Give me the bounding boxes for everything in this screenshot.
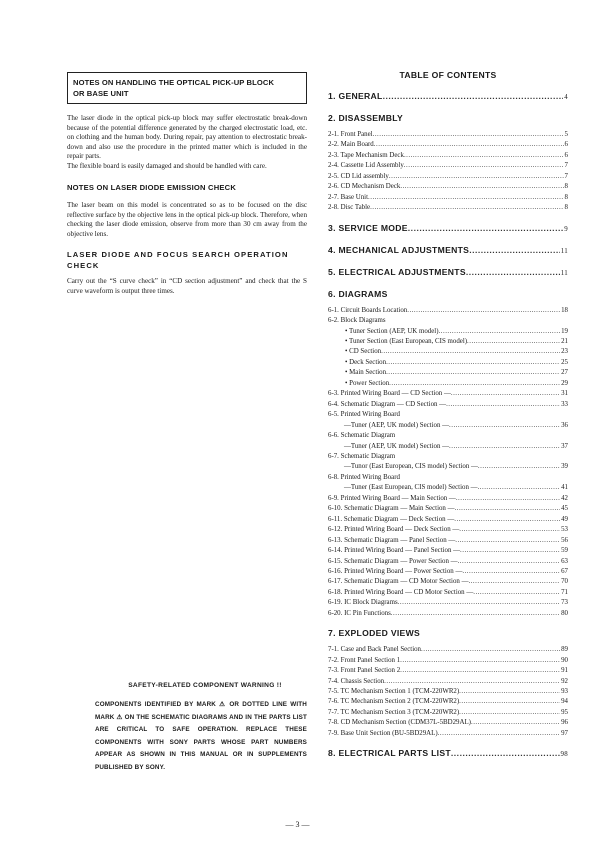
toc-entry-page: 5: [564, 131, 568, 138]
toc-entry-text: 6-18. Printed Wiring Board — CD Motor Section —: [328, 588, 474, 596]
safety-warning-body: COMPONENTS IDENTIFIED BY MARK ⚠ OR DOTTED LINE WITH MARK ⚠ ON THE SCHEMATIC DIAGRAMS AND IN THE PARTS LIST ARE CRITICAL TO SAFE OPERATION. REPLACE THESE COMPONENTS WITH SONY PARTS WHOSE PART NUMBERS APPEAR AS SHOWN IN THIS MANUAL OR IN SUPPLEMENTS PUBLISHED BY SONY.: [95, 701, 307, 771]
toc-entry-page: 73: [561, 599, 568, 607]
toc-entry-text: 2-5. CD Lid assembly: [328, 172, 389, 180]
toc-entry: [328, 462, 568, 472]
toc-entry: 6-7. Schematic Diagram: [328, 452, 396, 460]
toc-entry-text: 2-8. Disc Table: [328, 204, 371, 212]
handling-notes-title-line2: OR BASE UNIT: [73, 89, 129, 98]
toc-entry-leader: [400, 666, 560, 676]
handling-paragraph-2: The flexible board is easily damaged and should be handled with care.: [67, 161, 267, 170]
toc-entry: [328, 515, 568, 525]
toc-entry-leader: [449, 421, 560, 431]
toc-entry-text: 2-6. CD Mechanism Deck: [328, 183, 401, 191]
toc-entry: [328, 666, 568, 676]
toc-entry: [328, 358, 568, 368]
toc-entry-page: 67: [561, 567, 568, 575]
toc-entry-text: —Tuner (East European, CIS model) Section —: [344, 484, 478, 492]
toc-entry-leader: [462, 567, 560, 577]
toc-entry-text: 6-12. Printed Wiring Board — Deck Section —: [328, 526, 460, 534]
toc-entry-page: 19: [561, 327, 568, 335]
toc-entry-text: 6-20. IC Pin Functions: [328, 609, 391, 617]
toc-entry-leader: [421, 645, 560, 655]
toc-entry-leader: [446, 400, 560, 410]
toc-section-heading-page: 11: [560, 247, 568, 255]
toc-entry-page: 92: [561, 677, 568, 685]
handling-paragraph-1: The laser diode in the optical pick-up block may suffer electrostatic break-down because of the potential difference generated by the charged electrostatic load, etc. on clothing and the human body. During repair, pay attention to electrostatic break-down and also use the procedure in the printed matter which is included in the repair parts.: [67, 114, 307, 160]
handling-notes-box: [67, 72, 307, 104]
toc-entry-leader: [455, 536, 560, 546]
toc-entry-page: 41: [561, 484, 568, 492]
toc-entry-leader: [384, 677, 560, 687]
toc-entry: [328, 687, 568, 697]
toc-entry-page: 7: [564, 162, 568, 170]
toc-section-heading-leader: [466, 266, 560, 279]
toc-section-heading: 7. EXPLODED VIEWS: [328, 628, 421, 639]
toc-entry-page: 49: [561, 515, 568, 523]
toc-entry-leader: [381, 347, 560, 357]
toc-entry: [328, 140, 568, 150]
toc-entry-text: 6-13. Schematic Diagram — Panel Section —: [328, 536, 456, 544]
toc-entry-text: 2-7. Base Unit: [328, 193, 368, 201]
toc-entry-text: • Main Section: [345, 369, 387, 377]
toc-entry-text: • CD Section: [345, 348, 382, 356]
toc-entry-text: 6-14. Printed Wiring Board — Panel Section —: [328, 547, 461, 555]
toc-section-heading-page: 9: [564, 225, 568, 233]
toc-entry-page: 96: [561, 719, 568, 727]
toc-gap: [328, 258, 568, 266]
toc-section-heading: [328, 90, 568, 104]
toc-entry: [328, 718, 568, 728]
toc-entry-leader: [438, 729, 560, 739]
toc-section-heading: [328, 747, 568, 761]
toc-entry: [328, 347, 568, 357]
toc-entry-leader: [404, 151, 564, 161]
toc-entry-text: 7-6. TC Mechanism Section 2 (TCM-220WR2): [328, 698, 460, 706]
toc-gap: [328, 739, 568, 747]
toc-entry-text: —Tuner (AEP, UK model) Section —: [344, 421, 450, 429]
toc-section-heading-text: 5. ELECTRICAL ADJUSTMENTS: [328, 266, 466, 277]
toc-section-heading-page: 98: [560, 751, 568, 759]
toc-entry-page: 91: [561, 667, 568, 675]
toc-entry-leader: [451, 389, 560, 399]
handling-notes-title-line1: NOTES ON HANDLING THE OPTICAL PICK-UP BLOCK: [73, 78, 275, 87]
focus-search-heading: [67, 249, 307, 271]
toc-entry-page: 63: [561, 557, 568, 565]
toc-entry-page: 90: [561, 656, 568, 664]
toc-entry-leader: [386, 368, 560, 378]
page-number: — 3 —: [285, 820, 310, 829]
toc-entry-page: 6: [564, 151, 568, 159]
toc-entry: [328, 729, 568, 739]
toc-entry-leader: [374, 140, 564, 150]
toc-entry-page: 6: [564, 141, 568, 149]
toc-entry-text: 2-4. Cassette Lid Assembly: [328, 162, 404, 170]
toc-body: [328, 90, 568, 761]
toc-entry: 6-8. Printed Wiring Board: [328, 473, 400, 481]
toc-entry-text: 2-3. Tape Mechanism Deck: [328, 151, 404, 159]
toc-entry-leader: [449, 442, 560, 452]
toc-entry-text: • Power Section: [345, 379, 390, 387]
toc-entry-text: 6-4. Schematic Diagram — CD Section —: [328, 400, 447, 408]
toc-entry-leader: [373, 130, 564, 140]
toc-entry: [328, 182, 568, 192]
toc-entry-page: 25: [561, 358, 568, 366]
toc-entry: [328, 379, 568, 389]
toc-entry: [328, 483, 568, 493]
toc-entry: [328, 546, 568, 556]
toc-entry-leader: [454, 515, 560, 525]
toc-entry-page: 45: [561, 505, 568, 513]
toc-entry-leader: [398, 598, 560, 608]
safety-warning-title: SAFETY-RELATED COMPONENT WARNING !!: [128, 682, 282, 689]
toc-section-heading-leader: [383, 90, 564, 103]
toc-section-heading-page: 4: [564, 94, 568, 101]
toc-entry: [328, 368, 568, 378]
toc-entry-page: 8: [564, 183, 568, 191]
toc-section-heading: [328, 222, 568, 236]
toc-entry: 6-6. Schematic Diagram: [328, 432, 396, 440]
toc-entry-leader: [458, 557, 561, 567]
toc-entry-text: 2-1. Front Panel: [328, 131, 373, 138]
toc-entry-text: • Deck Section: [345, 358, 387, 366]
toc-entry: [328, 327, 568, 337]
toc-entry-text: 7-4. Chassis Section: [328, 677, 385, 685]
toc-entry-text: 6-11. Schematic Diagram — Deck Section —: [328, 515, 455, 523]
toc-entry: [328, 442, 568, 452]
toc-entry-page: 7: [564, 172, 568, 180]
emission-check-paragraph: The laser beam on this model is concentrated so as to be focused on the disc reflective surface by the objective lens in the optical pick-up block. Therefore, when checking the laser diode emission, observe from more than 30 cm away from the objective lens.: [67, 201, 307, 238]
toc-entry-text: • Tuner Section (AEP, UK model): [345, 327, 439, 335]
toc-entry-page: 59: [561, 547, 568, 555]
toc-entry-leader: [473, 588, 560, 598]
toc-entry: [328, 130, 568, 140]
toc-entry-leader: [391, 609, 560, 619]
toc-entry-leader: [456, 494, 560, 504]
toc-entry-leader: [478, 483, 561, 493]
toc-entry-leader: [400, 656, 560, 666]
toc-section-heading-text: 4. MECHANICAL ADJUSTMENTS: [328, 244, 470, 255]
toc-entry: 6-5. Printed Wiring Board: [328, 411, 400, 419]
toc-entry: [328, 645, 568, 655]
toc-entry-page: 36: [561, 421, 568, 429]
toc-entry: [328, 203, 568, 213]
toc-entry-text: • Tuner Section (East European, CIS model): [345, 337, 468, 345]
toc-entry: [328, 656, 568, 666]
toc-gap: [328, 280, 568, 288]
toc-entry-leader: [459, 525, 560, 535]
toc-entry-page: 71: [561, 588, 568, 596]
toc-entry-leader: [468, 577, 560, 587]
toc-entry-leader: [460, 546, 560, 556]
toc-entry-page: 33: [561, 400, 568, 408]
toc-gap: [328, 104, 568, 112]
toc-entry: [328, 577, 568, 587]
toc-entry-text: 7-7. TC Mechanism Section 3 (TCM-220WR2): [328, 708, 460, 716]
toc-entry-leader: [459, 697, 560, 707]
toc-entry-page: 37: [561, 442, 568, 450]
toc-entry-text: 7-9. Base Unit Section (BU-5BD29AL): [328, 729, 438, 737]
toc-entry: [328, 389, 568, 399]
toc-section-heading-page: 11: [560, 269, 568, 277]
toc-entry-leader: [404, 161, 564, 171]
toc-entry-page: 8: [564, 193, 568, 201]
toc-entry: [328, 557, 568, 567]
toc-entry-text: 6-3. Printed Wiring Board — CD Section —: [328, 390, 451, 398]
toc-entry: [328, 609, 568, 619]
toc-entry-leader: [471, 718, 560, 728]
toc-entry-page: 97: [561, 729, 568, 737]
toc-entry-leader: [439, 327, 561, 337]
toc-entry-page: 27: [561, 369, 568, 377]
toc-entry-page: 94: [561, 698, 568, 706]
toc-entry-text: 2-2. Main Board: [328, 141, 374, 149]
focus-search-paragraph: Carry out the “S curve check” in “CD section adjustment” and check that the S curve waveform is output three times.: [67, 277, 307, 295]
toc-entry: [328, 494, 568, 504]
toc-entry-page: 21: [561, 337, 568, 345]
toc-entry-page: 23: [561, 348, 568, 356]
toc-entry-leader: [459, 708, 560, 718]
toc-entry-text: 6-15. Schematic Diagram — Power Section —: [328, 557, 458, 565]
toc-entry-text: 6-16. Printed Wiring Board — Power Section —: [328, 567, 463, 575]
toc-entry: [328, 536, 568, 546]
left-column: [67, 72, 307, 296]
toc-section-heading: 2. DISASSEMBLY: [328, 113, 404, 123]
focus-search-heading-line1: LASER DIODE AND FOCUS SEARCH OPERATION: [67, 250, 289, 259]
toc-entry-text: 6-9. Printed Wiring Board — Main Section —: [328, 494, 456, 502]
toc-entry: 6-2. Block Diagrams: [328, 317, 386, 325]
toc-entry: [328, 598, 568, 608]
toc-entry-text: 7-8. CD Mechanism Section (CDM37L-5BD29AL): [328, 719, 471, 727]
toc-entry-leader: [370, 203, 563, 213]
toc-entry: [328, 337, 568, 347]
toc-section-heading-leader: [451, 747, 560, 760]
toc-entry-leader: [386, 358, 560, 368]
toc-entry-text: 6-17. Schematic Diagram — CD Motor Section —: [328, 578, 469, 586]
toc-entry: [328, 525, 568, 535]
toc-entry-page: 95: [561, 708, 568, 716]
toc-entry-text: 6-19. IC Block Diagrams: [328, 599, 398, 607]
toc-entry-leader: [400, 182, 563, 192]
emission-check-heading: NOTES ON LASER DIODE EMISSION CHECK: [67, 183, 237, 192]
toc-entry-leader: [478, 462, 560, 472]
toc-gap: [328, 214, 568, 222]
toc-entry-leader: [368, 193, 564, 203]
toc-entry-page: 70: [561, 578, 568, 586]
toc-entry-page: 31: [561, 390, 568, 398]
toc-entry: [328, 172, 568, 182]
toc-entry-text: —Tuner (AEP, UK model) Section —: [344, 442, 450, 450]
toc-entry-leader: [467, 337, 560, 347]
toc-entry-page: 93: [561, 688, 568, 696]
toc-entry: [328, 708, 568, 718]
toc-section-heading: [328, 266, 568, 280]
toc-gap: [328, 236, 568, 244]
toc-section-heading-text: 1. GENERAL: [328, 91, 383, 101]
table-of-contents: [328, 70, 568, 761]
toc-entry-page: 39: [561, 463, 568, 471]
toc-section-heading-leader: [408, 222, 563, 235]
toc-entry: [328, 677, 568, 687]
safety-warning-block: [95, 682, 307, 775]
toc-section-heading: [328, 244, 568, 258]
toc-entry-leader: [459, 687, 560, 697]
toc-entry-text: 6-1. Circuit Boards Location: [328, 306, 408, 314]
toc-entry-page: 29: [561, 379, 568, 387]
toc-entry-page: 53: [561, 526, 568, 534]
toc-section-heading-leader: [469, 244, 560, 257]
toc-entry-page: 18: [561, 306, 568, 314]
toc-entry-page: 89: [561, 646, 568, 654]
toc-entry: [328, 588, 568, 598]
toc-entry-leader: [407, 306, 560, 316]
toc-entry: [328, 151, 568, 161]
toc-section-heading-text: 3. SERVICE MODE: [328, 222, 408, 233]
toc-section-heading: 6. DIAGRAMS: [328, 288, 388, 299]
toc-gap: [328, 619, 568, 627]
toc-entry-text: 7-5. TC Mechanism Section 1 (TCM-220WR2): [328, 688, 460, 696]
toc-entry-leader: [389, 172, 564, 182]
toc-entry-text: 7-3. Front Panel Section 2: [328, 667, 401, 675]
toc-entry: [328, 161, 568, 171]
toc-entry-leader: [389, 379, 560, 389]
toc-entry: [328, 193, 568, 203]
toc-title: TABLE OF CONTENTS: [399, 70, 497, 80]
toc-entry: [328, 567, 568, 577]
toc-entry-page: 80: [561, 609, 568, 617]
toc-entry-page: 42: [561, 494, 568, 502]
toc-entry: [328, 504, 568, 514]
toc-entry-text: 6-10. Schematic Diagram — Main Section —: [328, 505, 455, 513]
toc-section-heading-text: 8. ELECTRICAL PARTS LIST: [328, 748, 451, 759]
toc-entry-text: 7-1. Case and Back Panel Section: [328, 646, 421, 654]
toc-entry: [328, 306, 568, 316]
toc-entry-text: —Tunor (East European, CIS model) Section —: [344, 463, 478, 471]
toc-entry: [328, 421, 568, 431]
focus-search-heading-line2: CHECK: [67, 261, 100, 270]
toc-entry-page: 56: [561, 536, 568, 544]
toc-entry: [328, 697, 568, 707]
toc-entry-page: 8: [564, 204, 568, 212]
toc-entry-leader: [455, 504, 561, 514]
toc-entry-text: 7-2. Front Panel Section 1: [328, 656, 401, 664]
toc-entry: [328, 400, 568, 410]
